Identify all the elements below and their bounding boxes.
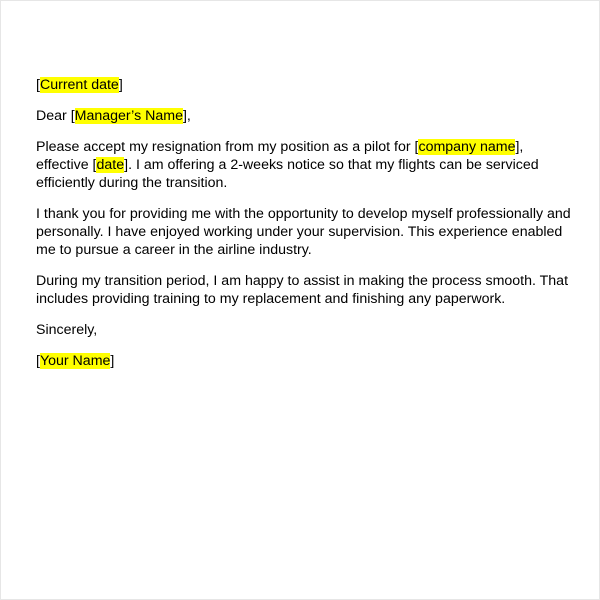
gratitude-paragraph: I thank you for providing me with the opportunity to develop myself professionally and personally. I have enjoyed working under your supervision. This experience enabled me to pursue a career in the airline industry.: [36, 206, 571, 258]
transition-paragraph: During my transition period, I am happy to assist in making the process smooth. That includes providing training to my replacement and finishing any paperwork.: [36, 273, 569, 307]
resignation-paragraph: Please accept my resignation from my position as a pilot for [company name], effective [date]. I am offering a 2-weeks notice so that my flights can be serviced efficiently during the transition.: [36, 139, 539, 191]
effective-date-placeholder: date: [96, 157, 125, 173]
closing-line: Sincerely,: [36, 322, 98, 338]
greeting-suffix: ,: [186, 108, 191, 124]
greeting-prefix: Dear: [36, 108, 71, 124]
resignation-text-middle: , effective: [36, 139, 524, 173]
manager-name-placeholder: Manager’s Name: [74, 108, 183, 124]
your-name-placeholder: Your Name: [39, 353, 111, 369]
resignation-text-start: Please accept my resignation from my position as a pilot for: [36, 139, 415, 155]
signature-line: [Your Name]: [36, 353, 115, 369]
greeting-line: Dear [Manager’s Name],: [36, 108, 191, 124]
company-name-placeholder: company name: [418, 139, 516, 155]
date-line: [Current date]: [36, 77, 123, 93]
letter-body: [36, 76, 576, 383]
date-placeholder: Current date: [39, 77, 119, 93]
resignation-text-end: . I am offering a 2-weeks notice so that my flights can be serviced efficiently during the transition.: [36, 157, 539, 191]
